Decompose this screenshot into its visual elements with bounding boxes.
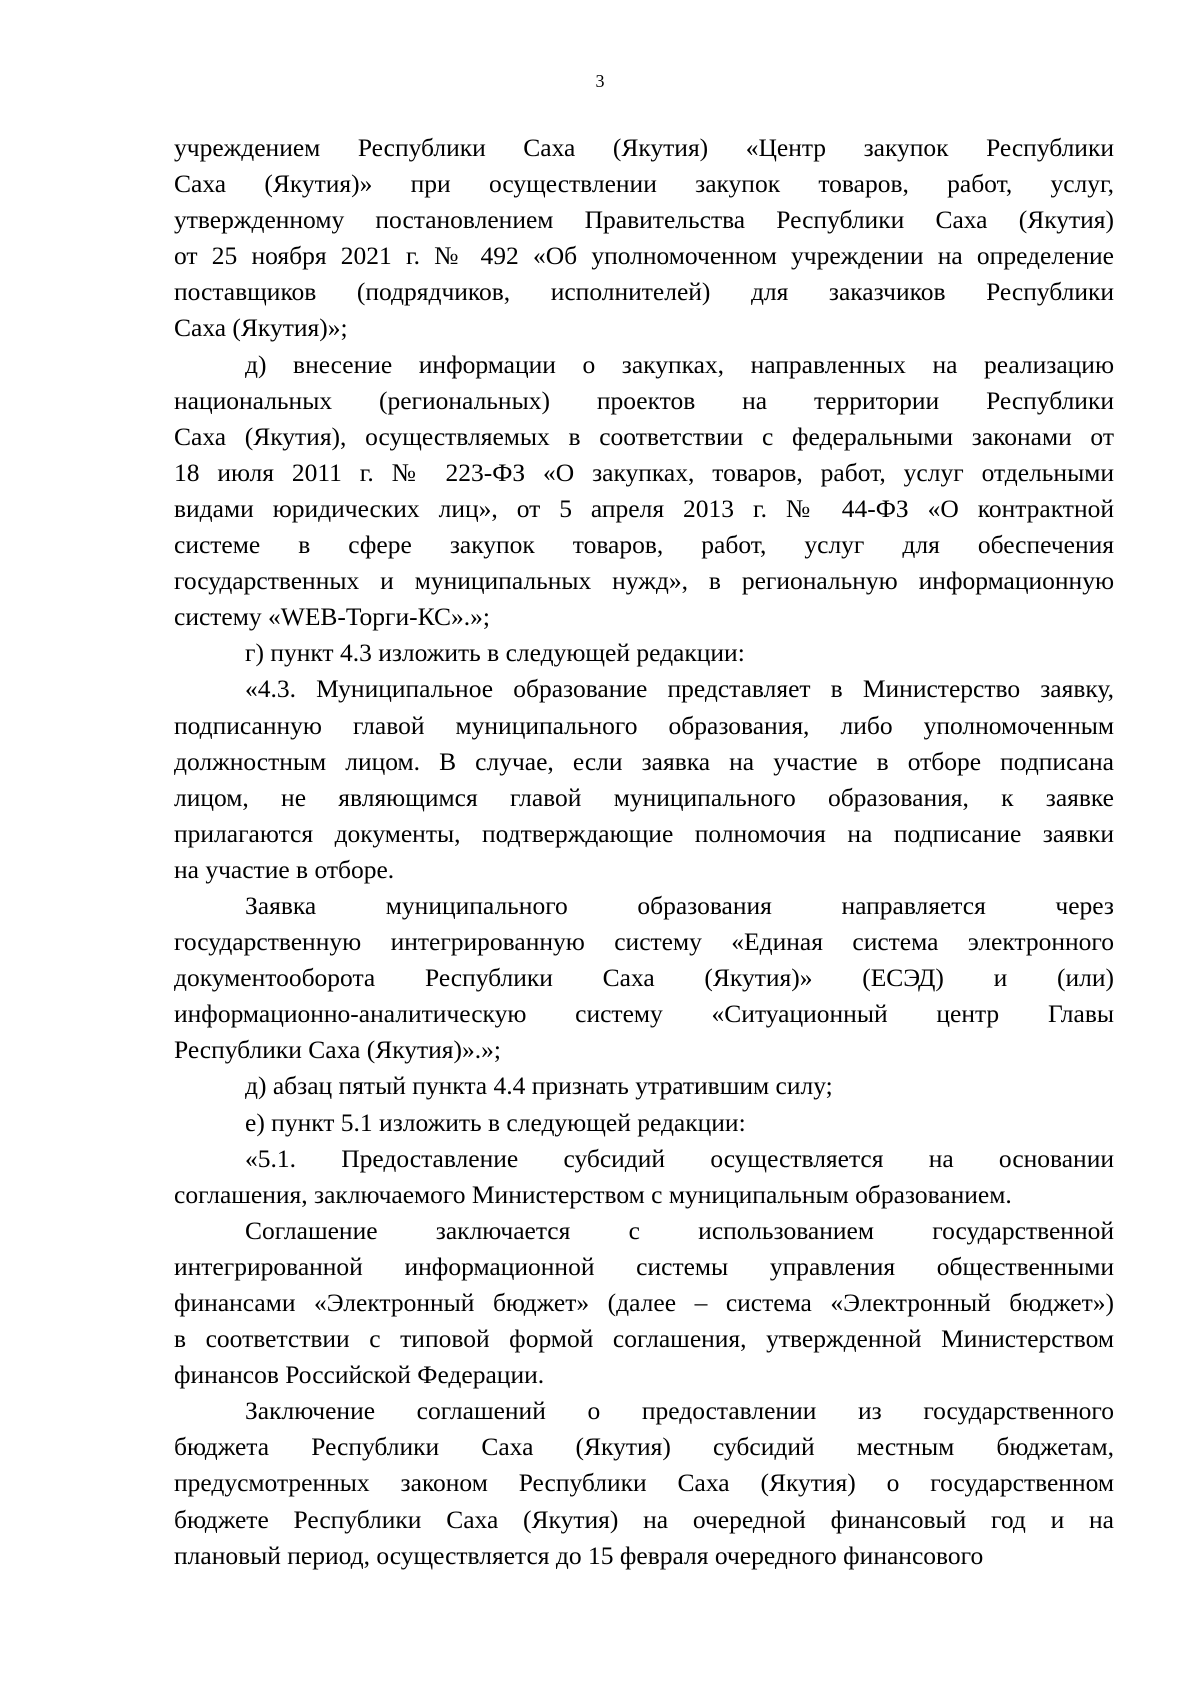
text-line: национальных (региональных) проектов на территории Республики: [174, 385, 1114, 415]
text-line: Соглашение заключается с использованием государственной: [245, 1215, 1114, 1245]
text-line: Саха (Якутия), осуществляемых в соответствии с федеральными законами от: [174, 421, 1114, 451]
text-line: поставщиков (подрядчиков, исполнителей) для заказчиков Республики: [174, 277, 1114, 307]
text-line: «4.3. Муниципальное образование представляет в Министерство заявку,: [245, 674, 1114, 704]
text-line: государственную интегрированную систему «Единая система электронного: [174, 927, 1114, 957]
paragraph: [174, 671, 1114, 888]
paragraph: [174, 347, 1114, 636]
text-line: д) абзац пятый пункта 4.4 признать утратившим силу;: [245, 1071, 833, 1101]
text-line: Республики Саха (Якутия)».»;: [174, 1035, 501, 1065]
paragraph: [174, 888, 1114, 1068]
text-line: на участие в отборе.: [174, 854, 395, 884]
text-line: плановый период, осуществляется до 15 февраля очередного финансового: [174, 1540, 984, 1570]
text-line: от 25 ноября 2021 г. № 492 «Об уполномоченном учреждении на определение: [174, 241, 1114, 271]
text-line: систему «WEB-Торги-КС».»;: [174, 602, 490, 632]
text-line: интегрированной информационной системы управления общественными: [174, 1251, 1114, 1281]
text-line: предусмотренных законом Республики Саха (Якутия) о государственном: [174, 1468, 1114, 1498]
text-line: е) пункт 5.1 изложить в следующей редакции:: [245, 1107, 746, 1137]
paragraph: [174, 1068, 1114, 1104]
paragraph: [174, 1393, 1114, 1573]
text-line: утвержденному постановлением Правительства Республики Саха (Якутия): [174, 205, 1114, 235]
text-line: бюджете Республики Саха (Якутия) на очередной финансовый год и на: [174, 1504, 1114, 1534]
text-line: документооборота Республики Саха (Якутия)» (ЕСЭД) и (или): [174, 963, 1114, 993]
text-line: финансов Российской Федерации.: [174, 1360, 545, 1390]
text-line: Саха (Якутия)»;: [174, 313, 348, 343]
text-line: в соответствии с типовой формой соглашения, утвержденной Министерством: [174, 1324, 1114, 1354]
text-line: д) внесение информации о закупках, направленных на реализацию: [245, 349, 1114, 379]
text-line: финансами «Электронный бюджет» (далее – система «Электронный бюджет»): [174, 1288, 1114, 1317]
text-line: прилагаются документы, подтверждающие полномочия на подписание заявки: [174, 818, 1114, 848]
text-line: лицом, не являющимся главой муниципального образования, к заявке: [174, 782, 1114, 812]
paragraph: [174, 635, 1114, 671]
text-line: государственных и муниципальных нужд», в региональную информационную: [174, 566, 1114, 596]
text-line: информационно-аналитическую систему «Ситуационный центр Главы: [174, 999, 1114, 1029]
page-number: 3: [595, 71, 605, 91]
text-line: Заявка муниципального образования направляется через: [245, 890, 1114, 920]
text-line: Саха (Якутия)» при осуществлении закупок товаров, работ, услуг,: [174, 169, 1114, 199]
text-line: «5.1. Предоставление субсидий осуществляется на основании: [245, 1143, 1114, 1173]
text-line: должностным лицом. В случае, если заявка на участие в отборе подписана: [174, 746, 1114, 776]
text-line: системе в сфере закупок товаров, работ, услуг для обеспечения: [174, 530, 1114, 560]
paragraph: [174, 130, 1114, 347]
text-line: подписанную главой муниципального образования, либо уполномоченным: [174, 710, 1114, 740]
text-line: 18 июля 2011 г. № 223-ФЗ «О закупках, товаров, работ, услуг отдельными: [174, 457, 1114, 487]
document-body: [174, 130, 1114, 1574]
text-line: учреждением Республики Саха (Якутия) «Центр закупок Республики: [174, 133, 1114, 162]
text-line: г) пункт 4.3 изложить в следующей редакции:: [245, 638, 745, 668]
text-line: Заключение соглашений о предоставлении из государственного: [245, 1396, 1114, 1426]
paragraph: [174, 1105, 1114, 1141]
text-line: соглашения, заключаемого Министерством с муниципальным образованием.: [174, 1179, 1012, 1209]
text-line: видами юридических лиц», от 5 апреля 2013 г. № 44-ФЗ «О контрактной: [174, 493, 1114, 523]
paragraph: [174, 1213, 1114, 1393]
paragraph: [174, 1141, 1114, 1213]
text-line: бюджета Республики Саха (Якутия) субсидий местным бюджетам,: [174, 1432, 1114, 1462]
